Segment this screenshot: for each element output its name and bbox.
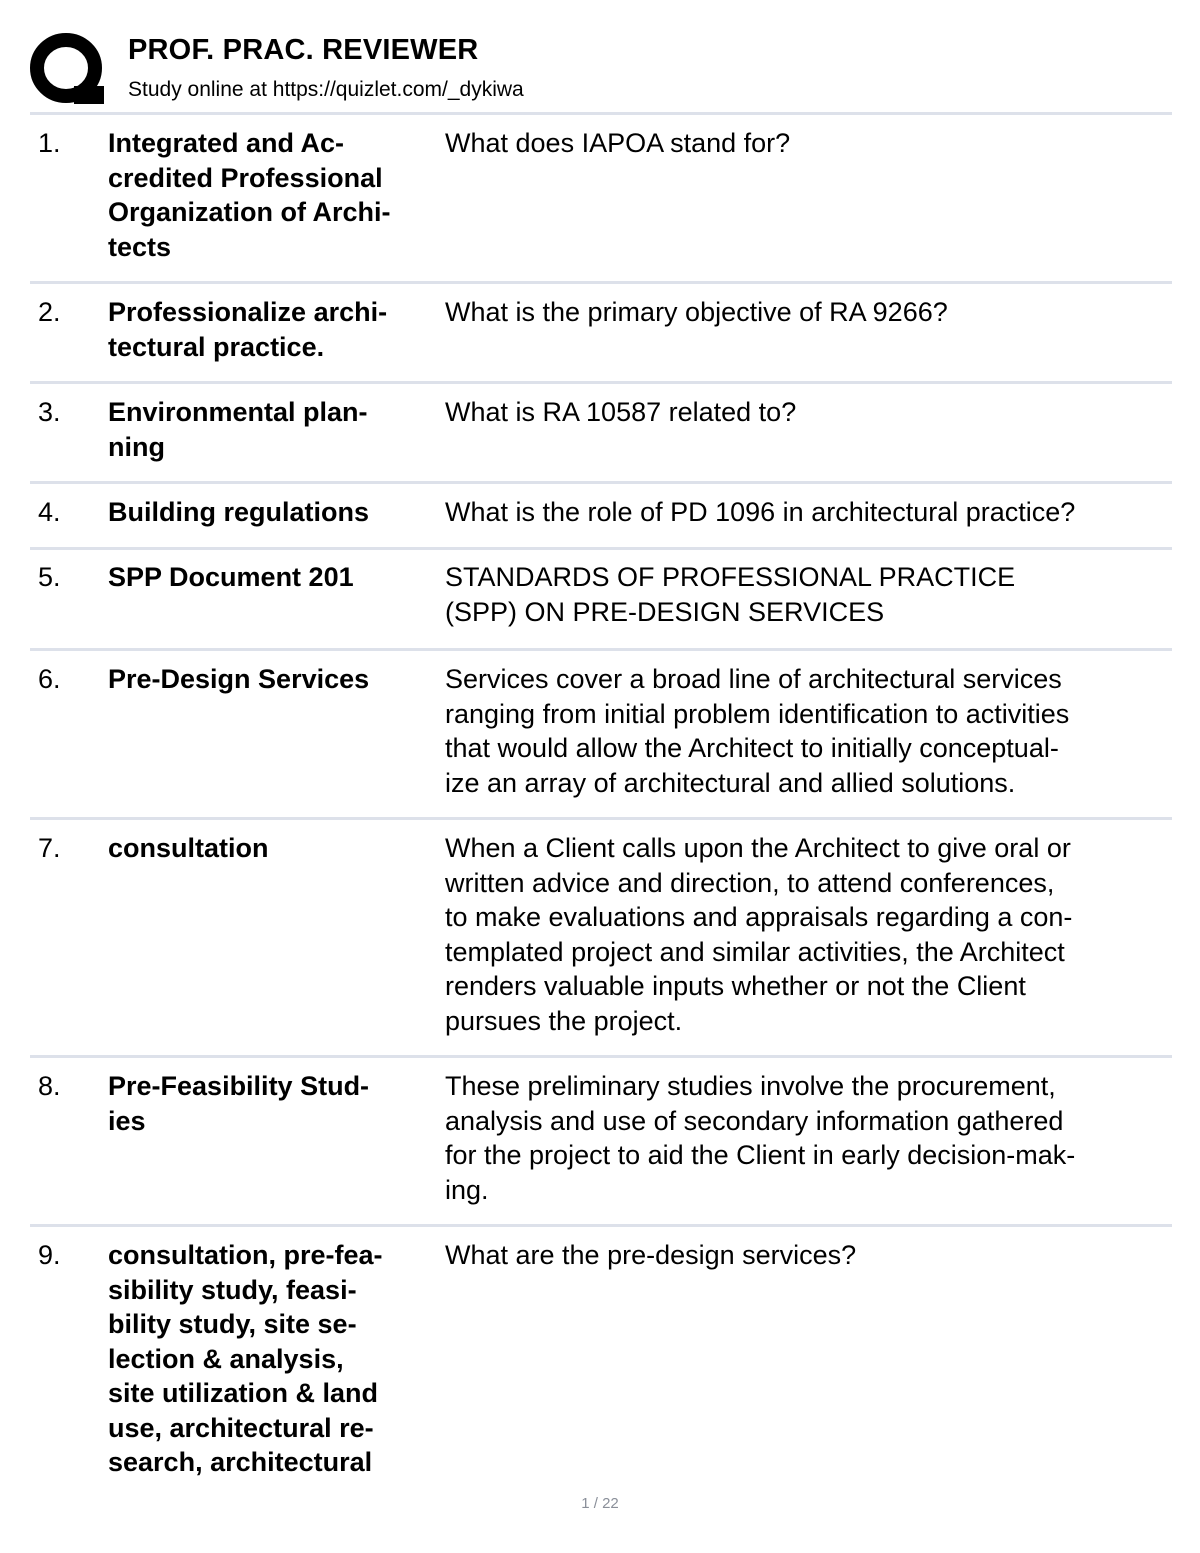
quizlet-logo-icon bbox=[30, 30, 108, 108]
card-definition: What are the pre-design services? bbox=[445, 1240, 857, 1270]
card-definition: What is RA 10587 related to? bbox=[445, 397, 797, 427]
card-number: 7. bbox=[38, 833, 61, 863]
card-term: Pre-Design Services bbox=[108, 664, 370, 694]
card-definition: What does IAPOA stand for? bbox=[445, 128, 791, 158]
page-header bbox=[30, 30, 1172, 110]
card-definition: STANDARDS OF PROFESSIONAL PRACTICE (SPP) ON PRE-DESIGN SERVICES bbox=[445, 562, 1016, 627]
card-number: 4. bbox=[38, 497, 61, 527]
document-title: PROF. PRAC. REVIEWER bbox=[128, 34, 479, 66]
card-term: consultation, pre-fea- sibility study, feasi- bility study, site se- lection & analysis, site utilization & land use, architectural re- search, architectural bbox=[108, 1240, 383, 1477]
page-indicator: 1 / 22 bbox=[581, 1495, 619, 1512]
row-divider bbox=[30, 281, 1172, 284]
card-number: 6. bbox=[38, 664, 61, 694]
card-term: Integrated and Ac- credited Professional Organization of Archi- tects bbox=[108, 128, 391, 262]
row-divider bbox=[30, 648, 1172, 651]
row-divider bbox=[30, 481, 1172, 484]
card-term: Professionalize archi- tectural practice. bbox=[108, 297, 388, 362]
card-number: 5. bbox=[38, 562, 61, 592]
card-term: Pre-Feasibility Stud- ies bbox=[108, 1071, 370, 1136]
study-online-link-text: Study online at https://quizlet.com/_dykiwa bbox=[128, 78, 524, 101]
card-number: 2. bbox=[38, 297, 61, 327]
row-divider bbox=[30, 1055, 1172, 1058]
card-definition: When a Client calls upon the Architect to give oral or written advice and direction, to attend conferences, to make evaluations and appraisals regarding a con- templated project and similar activities, the Architect renders valuable inputs whether or not the Client pursues the project. bbox=[445, 833, 1073, 1036]
card-term: consultation bbox=[108, 833, 269, 863]
row-divider bbox=[30, 1224, 1172, 1227]
card-number: 8. bbox=[38, 1071, 61, 1101]
card-term: Building regulations bbox=[108, 497, 369, 527]
card-number: 3. bbox=[38, 397, 61, 427]
card-definition: What is the role of PD 1096 in architectural practice? bbox=[445, 497, 1076, 527]
row-divider bbox=[30, 547, 1172, 550]
card-definition: These preliminary studies involve the procurement, analysis and use of secondary information gathered for the project to aid the Client in early decision-mak- ing. bbox=[445, 1071, 1076, 1205]
card-number: 9. bbox=[38, 1240, 61, 1270]
card-definition: What is the primary objective of RA 9266? bbox=[445, 297, 948, 327]
card-definition: Services cover a broad line of architectural services ranging from initial problem identification to activities that would allow the Architect to initially conceptual- ize an array of architectural and allied solutions. bbox=[445, 664, 1070, 798]
row-divider bbox=[30, 817, 1172, 820]
card-term: SPP Document 201 bbox=[108, 562, 354, 592]
card-term: Environmental plan- ning bbox=[108, 397, 368, 462]
header-divider bbox=[30, 112, 1172, 115]
row-divider bbox=[30, 381, 1172, 384]
card-number: 1. bbox=[38, 128, 61, 158]
